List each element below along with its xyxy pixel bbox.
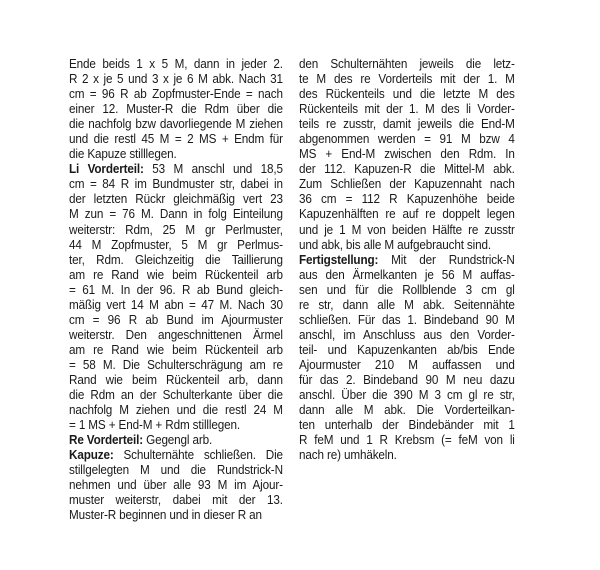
left-column-line (69, 313, 283, 328)
line-text: 53 M anschl und 18,5 (143, 162, 283, 177)
line-text: weiterstr: Rdm, 25 M gr Perlmuster, (69, 222, 283, 237)
line-text: Schulternähte schließen. Die (113, 448, 283, 463)
line-text: nach re) umhäkeln. (299, 448, 397, 463)
line-text: Ende beids 1 x 5 M, dann in jeder 2. (69, 57, 283, 71)
line-text: dann alle M abk. Die Vorderteilkan- (299, 403, 515, 418)
left-column-line (69, 162, 283, 177)
line-text: teil- und Kapuzenkanten ab/bis Ende (299, 342, 515, 357)
line-text: Kapuzenhälften re auf re doppelt legen (299, 207, 515, 222)
line-text: cm = 84 R im Bundmuster str, dabei in (69, 177, 283, 192)
right-column-line (299, 147, 515, 162)
left-column-line (69, 177, 283, 192)
line-text: Muster-R beginnen und in dieser R an (69, 508, 262, 523)
right-column-line (299, 298, 515, 313)
line-text: R feM und 1 R Krebsm (= feM von li (299, 433, 515, 448)
right-column-line (299, 57, 515, 72)
right-column-line (299, 358, 515, 373)
right-column-line (299, 192, 515, 207)
line-text: cm = 96 R ab Zopfmuster-Ende = nach (69, 87, 283, 102)
section-heading: Li Vorderteil: (69, 162, 144, 177)
left-column-line (69, 207, 283, 222)
left-column-line (69, 72, 283, 87)
line-text: 44 M Zopfmuster, 5 M gr Perlmus- (69, 237, 283, 252)
left-column-line (69, 87, 283, 102)
line-text: Rand wie beim Rückenteil arb, dann (69, 372, 283, 387)
line-text: und je 1 M von beiden Hälfte re zusstr (299, 222, 515, 237)
line-text: M zun = 76 M. Dann in folg Einteilung (69, 207, 283, 222)
line-text: mäßig vert 14 M abn = 47 M. Nach 30 (69, 297, 283, 312)
right-column-line (299, 253, 515, 268)
line-text: MS + End-M zwischen den Rdm. In (299, 147, 515, 162)
line-text: R 2 x je 5 und 3 x je 6 M abk. Nach 31 (69, 72, 283, 87)
line-text: nachfolg M ziehen und die restl 24 M (69, 403, 283, 418)
left-column-line (69, 343, 283, 358)
right-column-line (299, 448, 515, 463)
line-text: ten unterhalb der Bindebänder mit 1 (299, 418, 515, 433)
left-column-line (69, 192, 283, 207)
left-column-line (69, 448, 283, 463)
line-text: der letzten Rückr gleichmäßig vert 23 (69, 192, 283, 207)
line-text: die nachfolg bzw davorliegende M ziehen (69, 117, 283, 132)
section-heading: Kapuze: (69, 448, 114, 463)
line-text: am re Rand wie beim Rückenteil arb (69, 267, 283, 282)
left-column-line (69, 57, 283, 72)
left-column-line (69, 147, 283, 162)
right-column-line (299, 418, 515, 433)
left-column-line (69, 268, 283, 283)
right-column-line (299, 102, 515, 117)
line-text: abgenommen werden = 91 M bzw 4 (299, 132, 515, 147)
line-text: der 112. Kapuzen-R die Mittel-M abk. (299, 162, 515, 177)
line-text: nehmen und über alle 93 M im Ajour- (69, 478, 283, 493)
left-column-line (69, 238, 283, 253)
left-column-line (69, 493, 283, 508)
line-text: stillgelegten M und die Rundstrick-N (69, 463, 283, 478)
line-text: re str, dann alle M abk. Seitennähte (299, 297, 515, 312)
line-text: Ajourmuster 210 M auffassen und (299, 357, 515, 372)
left-column-line (69, 418, 283, 433)
left-column-line (69, 373, 283, 388)
left-column-line (69, 508, 283, 523)
left-column-line (69, 403, 283, 418)
line-text: ter, Rdm. Gleichzeitig die Taillierung (69, 252, 283, 267)
line-text: Mit der Rundstrick-N (378, 252, 515, 267)
left-column-line (69, 328, 283, 343)
left-column-line (69, 223, 283, 238)
right-column-line (299, 207, 515, 222)
line-text: anschl, im Anschluss aus den Vorder- (299, 327, 515, 342)
left-column-line (69, 463, 283, 478)
line-text: aus den Ärmelkanten je 56 M auffas- (299, 267, 515, 282)
line-text: Gegengl arb. (142, 433, 213, 448)
line-text: die Kapuze stilllegen. (69, 147, 177, 162)
right-column-line (299, 132, 515, 147)
left-column-line (69, 358, 283, 373)
line-text: schließen. Für das 1. Bindeband 90 M (299, 312, 515, 327)
line-text: einer 12. Muster-R die Rdm über die (69, 102, 283, 117)
right-column-line (299, 433, 515, 448)
left-column-line (69, 132, 283, 147)
line-text: cm = 96 R ab Bund im Ajourmuster (69, 312, 283, 327)
line-text: und die restl 45 M = 2 MS + Endm für (69, 132, 283, 147)
right-column-line (299, 388, 515, 403)
right-column-line (299, 117, 515, 132)
section-heading: Re Vorderteil: (69, 433, 143, 448)
left-column-line (69, 298, 283, 313)
right-column-line (299, 373, 515, 388)
line-text: 36 cm = 112 R Kapuzenhöhe beide (299, 192, 515, 207)
right-column-line (299, 87, 515, 102)
line-text: = 61 M. In der 96. R ab Bund gleich- (69, 282, 283, 297)
line-text: anschl. Über die 390 M 3 cm gl re str, (299, 388, 515, 403)
section-heading: Fertigstellung: (299, 252, 379, 267)
line-text: weiterstr. Den angeschnittenen Ärmel (69, 327, 283, 342)
left-column-line (69, 253, 283, 268)
left-column-line (69, 433, 283, 448)
left-column-line (69, 117, 283, 132)
line-text: = 1 MS + End-M + Rdm stilllegen. (69, 418, 240, 433)
line-text: des Rückenteils und die letzte M des (299, 87, 515, 102)
left-column-line (69, 102, 283, 117)
right-column-line (299, 177, 515, 192)
line-text: Zum Schließen der Kapuzennaht nach (299, 177, 515, 192)
line-text: für das 2. Bindeband 90 M neu dazu (299, 372, 515, 387)
right-column-line (299, 313, 515, 328)
left-column-line (69, 478, 283, 493)
right-column-line (299, 328, 515, 343)
line-text: muster weiterstr, dabei mit der 13. (69, 493, 283, 508)
line-text: = 58 M. Die Schulterschrägung am re (69, 357, 283, 372)
line-text: teils re zusstr, damit jeweils die End-M (299, 117, 515, 132)
line-text: am re Rand wie beim Rückenteil arb (69, 342, 283, 357)
line-text: die Rdm an der Schulterkante über die (69, 388, 283, 403)
line-text: Rückenteils mit der 1. M des li Vorder- (299, 102, 515, 117)
right-column-line (299, 72, 515, 87)
line-text: te M des re Vorderteils mit der 1. M (299, 72, 515, 87)
left-column-line (69, 388, 283, 403)
right-column-line (299, 162, 515, 177)
right-column-line (299, 343, 515, 358)
right-column-line (299, 223, 515, 238)
line-text: sen und für die Rollblende 3 cm gl (299, 282, 515, 297)
left-column-line (69, 283, 283, 298)
line-text: und abk, bis alle M aufgebraucht sind. (299, 237, 491, 252)
right-text-column (299, 57, 515, 463)
right-column-line (299, 403, 515, 418)
left-text-column (69, 57, 283, 523)
line-text: den Schulternähten jeweils die letz- (299, 57, 515, 71)
right-column-line (299, 268, 515, 283)
right-column-line (299, 283, 515, 298)
right-column-line (299, 238, 515, 253)
